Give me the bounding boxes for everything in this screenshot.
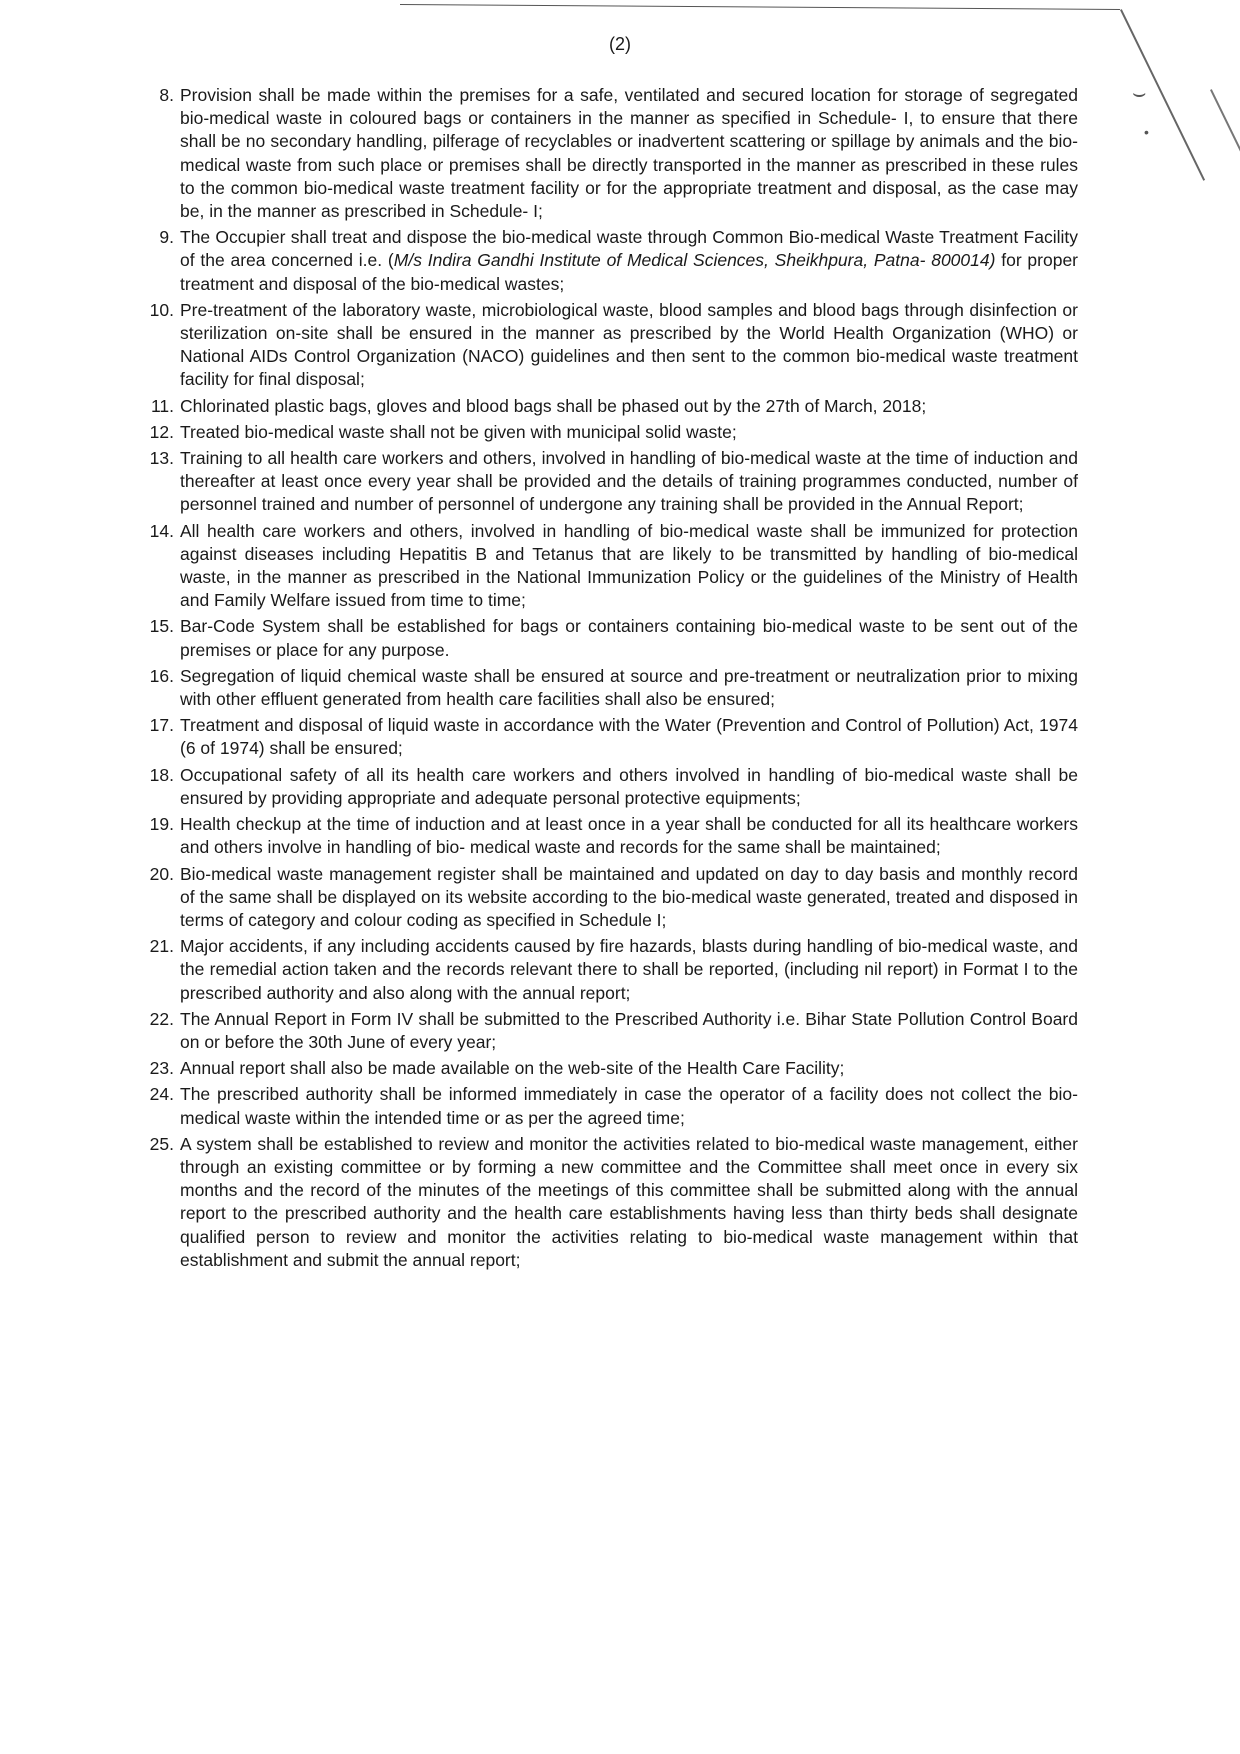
condition-item (140, 1057, 1078, 1080)
condition-text: Treated bio-medical waste shall not be given with municipal solid waste; (180, 421, 737, 442)
condition-text: Bar-Code System shall be established for bags or containers containing bio-medical waste to be sent out of the premises or place for any purpose. (180, 616, 1078, 660)
condition-number: 18. (149, 764, 174, 785)
condition-number: 9. (159, 227, 174, 248)
condition-item (140, 395, 1078, 418)
condition-text: Bio-medical waste management register shall be maintained and updated on day to day basis and monthly record of the same shall be displayed on its website according to the bio-medical waste generated, treated and disposed in terms of category and colour coding as specified in Schedule I; (180, 863, 1078, 930)
condition-number: 25. (149, 1133, 174, 1154)
condition-number: 13. (149, 448, 174, 469)
condition-number: 24. (149, 1084, 174, 1105)
condition-text: Health checkup at the time of induction and at least once in a year shall be conducted for all its healthcare workers and others involve in handling of bio- medical waste and records for the same shall be maintained; (180, 814, 1078, 858)
condition-text: The prescribed authority shall be informed immediately in case the operator of a facility does not collect the bio-medical waste within the intended time or as per the agreed time; (180, 1084, 1078, 1128)
condition-item (140, 863, 1078, 933)
condition-text: Provision shall be made within the premises for a safe, ventilated and secured location for storage of segregated bio-medical waste in coloured bags or containers in the manner as specified in Schedule- I, to ensure that there shall be no secondary handling, pilferage of recyclables or inadvertent scattering or spillage by animals and the bio-medical waste from such place or premises shall be directly transported in the manner as prescribed in these rules to the common bio-medical waste treatment facility or for the appropriate treatment and disposal, as the case may be, in the manner as prescribed in Schedule- I; (180, 85, 1078, 222)
condition-text-part: The Occupier shall treat and dispose the bio-medical waste through Common Bio-medical Waste Treatment Facility of the area concerned i.e. ( (180, 227, 1078, 271)
condition-number: 22. (149, 1008, 174, 1029)
condition-item (140, 447, 1078, 517)
condition-item (140, 1008, 1078, 1054)
condition-item (140, 714, 1078, 760)
condition-number: 14. (149, 520, 174, 541)
condition-number: 11. (150, 395, 174, 416)
condition-item (140, 764, 1078, 810)
condition-text: Training to all health care workers and others, involved in handling of bio-medical waste at the time of induction and thereafter at least once every year shall be provided and the details of training programmes conducted, number of personnel trained and number of personnel of undergone any training shall be provided in the Annual Report; (180, 448, 1078, 515)
condition-number: 19. (149, 814, 174, 835)
condition-item (140, 520, 1078, 613)
condition-number: 8. (159, 85, 174, 105)
condition-text: The Annual Report in Form IV shall be submitted to the Prescribed Authority i.e. Bihar State Pollution Control Board on or before the 30th June of every year; (180, 1008, 1078, 1052)
condition-text: Annual report shall also be made available on the web-site of the Health Care Facility; (180, 1058, 845, 1079)
condition-number: 17. (149, 715, 174, 736)
condition-number: 15. (149, 616, 174, 637)
condition-text: A system shall be established to review and monitor the activities related to bio-medical waste management, either through an existing committee or by forming a new committee and the Committee shall meet once in every six months and the record of the minutes of the meetings of this committee shall be submitted along with the annual report to the prescribed authority and the health care establishments having less than thirty beds shall designate qualified person to review and monitor the activities relating to bio-medical waste management within that establishment and submit the annual report; (180, 1133, 1078, 1270)
condition-item (140, 299, 1078, 392)
condition-text: Treatment and disposal of liquid waste in accordance with the Water (Prevention and Control of Pollution) Act, 1974 (6 of 1974) shall be ensured; (180, 715, 1078, 759)
condition-text: Pre-treatment of the laboratory waste, microbiological waste, blood samples and blood bags through disinfection or sterilization on-site shall be ensured in the manner as prescribed by the World Health Organization (WHO) or National AIDs Control Organization (NACO) guidelines and then sent to the common bio-medical waste treatment facility for final disposal; (180, 299, 1078, 390)
condition-text: Chlorinated plastic bags, gloves and blood bags shall be phased out by the 27th of March, 2018; (180, 395, 927, 416)
condition-number: 21. (149, 936, 174, 957)
scan-dot: • (1144, 124, 1149, 140)
page-number: (2) (609, 34, 631, 54)
condition-item (140, 935, 1078, 1005)
condition-item (140, 665, 1078, 711)
condition-item (140, 1083, 1078, 1129)
condition-number: 20. (149, 863, 174, 884)
conditions-list (140, 84, 1078, 1275)
condition-text-part: for proper treatment and disposal of the bio-medical wastes; (180, 250, 1079, 294)
facility-name: M/s Indira Gandhi Institute of Medical Sciences, Sheikhpura, Patna- 800014) (393, 250, 996, 271)
condition-item (140, 1133, 1078, 1272)
condition-text: Major accidents, if any including accidents caused by fire hazards, blasts during handling of bio-medical waste, and the remedial action taken and the records relevant there to shall be reported, (including nil report) in Format I to the prescribed authority and also along with the annual report; (180, 936, 1078, 1003)
scan-mark: ⌣ (1132, 80, 1147, 105)
condition-text: Occupational safety of all its health care workers and others involved in handling of bio-medical waste shall be ensured by providing appropriate and adequate personal protective equipments; (180, 764, 1078, 808)
condition-number: 12. (149, 421, 174, 442)
condition-number: 23. (149, 1058, 174, 1079)
condition-item (140, 615, 1078, 661)
condition-text (180, 227, 1078, 293)
condition-item (140, 813, 1078, 859)
condition-item (140, 84, 1078, 223)
condition-item (140, 226, 1078, 296)
scan-edge-top (400, 4, 1120, 10)
condition-text: All health care workers and others, involved in handling of bio-medical waste shall be immunized for protection against diseases including Hepatitis B and Tetanus that are likely to be transmitted by handling of bio-medical waste, in the manner as prescribed in the National Immunization Policy or the guidelines of the Ministry of Health and Family Welfare issued from time to time; (180, 520, 1078, 611)
condition-item (140, 421, 1078, 444)
condition-number: 16. (149, 665, 174, 686)
scan-edge-right-lower (1210, 89, 1240, 171)
condition-number: 10. (149, 299, 174, 320)
condition-text: Segregation of liquid chemical waste shall be ensured at source and pre-treatment or neutralization prior to mixing with other effluent generated from health care facilities shall also be ensured; (180, 665, 1078, 710)
